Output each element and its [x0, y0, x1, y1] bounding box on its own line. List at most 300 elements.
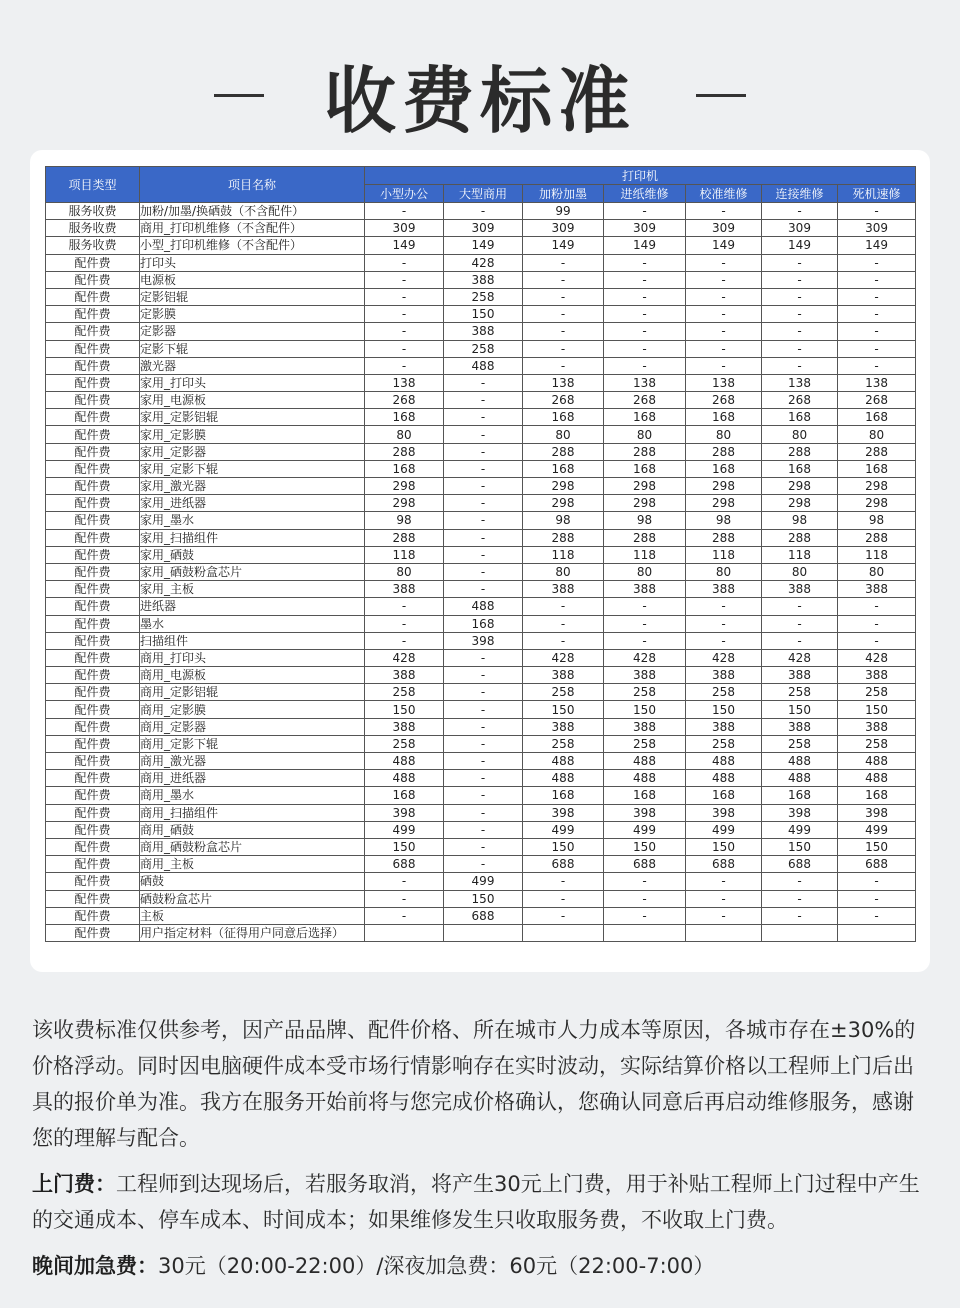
cell-price: -: [444, 374, 523, 391]
cell-price: -: [762, 632, 838, 649]
cell-price: 258: [444, 288, 523, 305]
cell-price: -: [365, 203, 444, 220]
cell-price: 118: [365, 546, 444, 563]
cell-price: -: [604, 357, 686, 374]
cell-price: 268: [523, 392, 604, 409]
cell-price: 398: [604, 804, 686, 821]
cell-name: 商用_硒鼓粉盒芯片: [140, 838, 365, 855]
cell-type: 配件费: [46, 460, 140, 477]
cell-type: 配件费: [46, 838, 140, 855]
cell-price: 398: [444, 632, 523, 649]
table-row: [46, 512, 916, 529]
cell-price: -: [686, 907, 762, 924]
cell-price: 98: [365, 512, 444, 529]
cell-type: 配件费: [46, 340, 140, 357]
urgent-fee-note: [32, 1248, 932, 1284]
cell-price: 488: [365, 753, 444, 770]
cell-price: -: [838, 323, 916, 340]
table-row: [46, 357, 916, 374]
cell-price: -: [686, 306, 762, 323]
cell-type: 配件费: [46, 856, 140, 873]
cell-price: 258: [444, 340, 523, 357]
cell-price: -: [365, 357, 444, 374]
cell-name: 家用_进纸器: [140, 495, 365, 512]
table-row: [46, 529, 916, 546]
cell-type: 服务收费: [46, 203, 140, 220]
table-row: [46, 821, 916, 838]
header-connection: 连接维修: [762, 185, 838, 203]
cell-price: 168: [523, 460, 604, 477]
cell-price: 288: [604, 443, 686, 460]
cell-name: 用户指定材料（征得用户同意后选择）: [140, 924, 365, 941]
cell-price: -: [762, 357, 838, 374]
cell-price: -: [686, 203, 762, 220]
cell-price: 398: [365, 804, 444, 821]
table-row: [46, 495, 916, 512]
table-row: [46, 649, 916, 666]
cell-price: 309: [762, 220, 838, 237]
cell-price: 388: [604, 718, 686, 735]
cell-price: 168: [838, 787, 916, 804]
cell-price: 168: [838, 460, 916, 477]
cell-price: 428: [365, 649, 444, 666]
cell-price: 258: [365, 684, 444, 701]
cell-price: -: [444, 546, 523, 563]
cell-price: 150: [365, 838, 444, 855]
cell-price: 80: [762, 426, 838, 443]
cell-price: 398: [523, 804, 604, 821]
cell-price: -: [444, 701, 523, 718]
cell-price: -: [686, 288, 762, 305]
cell-price: 488: [365, 770, 444, 787]
cell-price: -: [838, 907, 916, 924]
cell-price: [365, 924, 444, 941]
cell-price: -: [444, 804, 523, 821]
cell-price: -: [762, 890, 838, 907]
cell-price: 688: [365, 856, 444, 873]
cell-price: 428: [523, 649, 604, 666]
cell-price: 388: [365, 718, 444, 735]
header-large-commercial: 大型商用: [444, 185, 523, 203]
cell-price: 80: [686, 563, 762, 580]
cell-price: -: [604, 254, 686, 271]
cell-price: 168: [604, 460, 686, 477]
table-row: [46, 203, 916, 220]
table-row: [46, 770, 916, 787]
cell-price: 150: [604, 701, 686, 718]
cell-price: -: [444, 409, 523, 426]
cell-price: -: [444, 443, 523, 460]
table-row: [46, 787, 916, 804]
cell-price: -: [686, 615, 762, 632]
table-row: [46, 753, 916, 770]
cell-price: 499: [686, 821, 762, 838]
cell-price: 298: [838, 495, 916, 512]
table-row: [46, 563, 916, 580]
table-row: [46, 701, 916, 718]
cell-name: 进纸器: [140, 598, 365, 615]
cell-price: 258: [762, 735, 838, 752]
cell-price: -: [686, 890, 762, 907]
cell-price: -: [838, 254, 916, 271]
cell-price: -: [444, 684, 523, 701]
cell-price: [686, 924, 762, 941]
cell-type: 配件费: [46, 924, 140, 941]
cell-price: 168: [604, 787, 686, 804]
cell-price: -: [365, 873, 444, 890]
cell-name: 定影器: [140, 323, 365, 340]
cell-type: 配件费: [46, 495, 140, 512]
cell-price: -: [365, 907, 444, 924]
cell-price: [523, 924, 604, 941]
cell-price: 309: [444, 220, 523, 237]
cell-price: -: [604, 271, 686, 288]
cell-price: 150: [838, 701, 916, 718]
cell-name: 扫描组件: [140, 632, 365, 649]
cell-type: 配件费: [46, 632, 140, 649]
cell-price: 388: [838, 718, 916, 735]
header-small-office: 小型办公: [365, 185, 444, 203]
cell-price: -: [762, 873, 838, 890]
cell-price: 288: [365, 529, 444, 546]
cell-name: 家用_定影铝辊: [140, 409, 365, 426]
cell-price: 488: [762, 770, 838, 787]
cell-price: 150: [762, 838, 838, 855]
cell-price: 258: [838, 735, 916, 752]
cell-price: 428: [444, 254, 523, 271]
cell-price: 98: [523, 512, 604, 529]
cell-price: 258: [686, 684, 762, 701]
cell-price: 388: [762, 667, 838, 684]
cell-price: 499: [444, 873, 523, 890]
cell-name: 商用_进纸器: [140, 770, 365, 787]
cell-type: 服务收费: [46, 220, 140, 237]
cell-name: 小型_打印机维修（不含配件）: [140, 237, 365, 254]
cell-price: 149: [838, 237, 916, 254]
cell-price: 150: [686, 701, 762, 718]
cell-price: 488: [523, 770, 604, 787]
cell-price: -: [444, 495, 523, 512]
table-row: [46, 478, 916, 495]
urgent-fee-label: 晚间加急费：: [32, 1254, 158, 1278]
table-row: [46, 392, 916, 409]
cell-price: 388: [838, 667, 916, 684]
cell-price: 258: [604, 735, 686, 752]
cell-name: 打印头: [140, 254, 365, 271]
cell-price: [838, 924, 916, 941]
cell-price: -: [838, 288, 916, 305]
cell-price: 80: [604, 563, 686, 580]
cell-price: -: [523, 271, 604, 288]
table-row: [46, 220, 916, 237]
cell-price: -: [686, 632, 762, 649]
cell-price: -: [444, 735, 523, 752]
cell-price: 388: [686, 667, 762, 684]
cell-price: 150: [365, 701, 444, 718]
cell-type: 配件费: [46, 718, 140, 735]
cell-price: -: [604, 890, 686, 907]
cell-price: -: [604, 306, 686, 323]
cell-price: -: [686, 340, 762, 357]
cell-price: 168: [604, 409, 686, 426]
cell-price: 150: [444, 306, 523, 323]
table-row: [46, 288, 916, 305]
cell-price: 688: [686, 856, 762, 873]
cell-price: -: [365, 254, 444, 271]
fee-table: [45, 166, 916, 942]
cell-price: -: [365, 890, 444, 907]
fee-table-body: [46, 203, 916, 942]
cell-price: 150: [444, 890, 523, 907]
cell-price: 688: [444, 907, 523, 924]
cell-price: 398: [762, 804, 838, 821]
cell-name: 家用_扫描组件: [140, 529, 365, 546]
cell-price: -: [365, 271, 444, 288]
table-row: [46, 581, 916, 598]
cell-type: 配件费: [46, 804, 140, 821]
cell-name: 家用_主板: [140, 581, 365, 598]
cell-price: 268: [365, 392, 444, 409]
cell-price: 118: [838, 546, 916, 563]
cell-price: 488: [762, 753, 838, 770]
disclaimer-text: 该收费标准仅供参考，因产品品牌、配件价格、所在城市人力成本等原因，各城市存在±30%的价格浮动。同时因电脑硬件成本受市场行情影响存在实时波动，实际结算价格以工程师上门后出具的报价单为准。我方在服务开始前将与您完成价格确认，您确认同意后再启动维修服务，感谢您的理解与配合。: [32, 1018, 916, 1150]
cell-type: 配件费: [46, 735, 140, 752]
cell-name: 家用_硒鼓: [140, 546, 365, 563]
cell-price: 288: [762, 443, 838, 460]
cell-price: 488: [838, 753, 916, 770]
table-row: [46, 598, 916, 615]
cell-price: 488: [604, 753, 686, 770]
cell-price: -: [838, 632, 916, 649]
cell-name: 商用_定影膜: [140, 701, 365, 718]
cell-price: 80: [365, 426, 444, 443]
visit-fee-note: [32, 1166, 932, 1238]
cell-price: -: [604, 907, 686, 924]
cell-price: 150: [523, 838, 604, 855]
cell-price: -: [838, 598, 916, 615]
cell-price: -: [604, 288, 686, 305]
cell-price: 428: [838, 649, 916, 666]
cell-price: -: [523, 340, 604, 357]
cell-price: -: [604, 873, 686, 890]
cell-price: -: [686, 323, 762, 340]
cell-type: 配件费: [46, 667, 140, 684]
table-row: [46, 443, 916, 460]
title-dash-right: [696, 94, 746, 97]
cell-type: 配件费: [46, 254, 140, 271]
cell-price: -: [523, 357, 604, 374]
cell-type: 配件费: [46, 890, 140, 907]
cell-price: 298: [838, 478, 916, 495]
cell-price: 258: [838, 684, 916, 701]
cell-price: 149: [365, 237, 444, 254]
cell-price: -: [838, 615, 916, 632]
cell-price: -: [762, 288, 838, 305]
cell-price: -: [444, 460, 523, 477]
table-row: [46, 684, 916, 701]
cell-price: -: [762, 306, 838, 323]
cell-price: 138: [365, 374, 444, 391]
cell-type: 配件费: [46, 615, 140, 632]
cell-price: -: [365, 306, 444, 323]
table-row: [46, 271, 916, 288]
cell-price: 388: [523, 718, 604, 735]
cell-price: 168: [523, 787, 604, 804]
cell-price: 288: [686, 443, 762, 460]
cell-price: 388: [686, 581, 762, 598]
cell-name: 加粉/加墨/换硒鼓（不含配件）: [140, 203, 365, 220]
cell-price: -: [444, 512, 523, 529]
table-row: [46, 340, 916, 357]
cell-price: 149: [762, 237, 838, 254]
cell-type: 配件费: [46, 546, 140, 563]
cell-type: 配件费: [46, 374, 140, 391]
cell-price: 488: [444, 357, 523, 374]
cell-type: 配件费: [46, 426, 140, 443]
notes-section: [32, 1012, 932, 1294]
cell-price: -: [604, 340, 686, 357]
cell-price: 149: [686, 237, 762, 254]
cell-price: 488: [444, 598, 523, 615]
cell-price: -: [762, 271, 838, 288]
cell-type: 配件费: [46, 581, 140, 598]
cell-price: [444, 924, 523, 941]
cell-price: 488: [523, 753, 604, 770]
cell-price: -: [523, 288, 604, 305]
cell-price: 80: [365, 563, 444, 580]
header-feed-repair: 进纸维修: [604, 185, 686, 203]
cell-price: -: [444, 838, 523, 855]
cell-price: 428: [686, 649, 762, 666]
cell-price: 80: [523, 426, 604, 443]
cell-name: 主板: [140, 907, 365, 924]
cell-price: -: [523, 907, 604, 924]
cell-price: -: [838, 271, 916, 288]
table-row: [46, 890, 916, 907]
cell-price: 168: [686, 409, 762, 426]
cell-type: 配件费: [46, 563, 140, 580]
table-row: [46, 546, 916, 563]
cell-price: -: [838, 203, 916, 220]
table-row: [46, 907, 916, 924]
cell-price: -: [762, 323, 838, 340]
cell-type: 配件费: [46, 684, 140, 701]
cell-price: 298: [365, 495, 444, 512]
cell-price: 688: [523, 856, 604, 873]
header-toner-ink: 加粉加墨: [523, 185, 604, 203]
cell-name: 商用_定影铝辊: [140, 684, 365, 701]
cell-price: 138: [604, 374, 686, 391]
cell-name: 家用_墨水: [140, 512, 365, 529]
cell-name: 定影铝辊: [140, 288, 365, 305]
cell-name: 家用_电源板: [140, 392, 365, 409]
cell-price: 388: [686, 718, 762, 735]
cell-type: 配件费: [46, 821, 140, 838]
cell-price: -: [838, 890, 916, 907]
cell-price: 138: [838, 374, 916, 391]
cell-price: 98: [686, 512, 762, 529]
table-row: [46, 718, 916, 735]
cell-price: 168: [686, 460, 762, 477]
cell-name: 商用_扫描组件: [140, 804, 365, 821]
cell-price: 98: [838, 512, 916, 529]
cell-price: 258: [523, 684, 604, 701]
cell-price: 258: [604, 684, 686, 701]
cell-price: 168: [838, 409, 916, 426]
cell-price: 168: [444, 615, 523, 632]
cell-price: 288: [762, 529, 838, 546]
cell-price: 168: [762, 460, 838, 477]
cell-price: 268: [686, 392, 762, 409]
table-row: [46, 460, 916, 477]
table-row: [46, 873, 916, 890]
fee-table-card: [30, 150, 930, 972]
cell-price: -: [762, 203, 838, 220]
table-row: [46, 924, 916, 941]
cell-name: 商用_电源板: [140, 667, 365, 684]
cell-price: 688: [762, 856, 838, 873]
cell-name: 商用_激光器: [140, 753, 365, 770]
cell-price: 388: [523, 667, 604, 684]
cell-price: -: [762, 615, 838, 632]
table-row: [46, 838, 916, 855]
cell-price: 118: [523, 546, 604, 563]
cell-type: 配件费: [46, 512, 140, 529]
cell-type: 配件费: [46, 907, 140, 924]
cell-price: 288: [604, 529, 686, 546]
cell-name: 家用_激光器: [140, 478, 365, 495]
cell-name: 家用_硒鼓粉盒芯片: [140, 563, 365, 580]
table-row: [46, 804, 916, 821]
cell-price: 80: [838, 563, 916, 580]
cell-price: 168: [523, 409, 604, 426]
cell-price: -: [604, 203, 686, 220]
cell-price: 388: [365, 581, 444, 598]
cell-name: 商用_硒鼓: [140, 821, 365, 838]
cell-price: -: [365, 340, 444, 357]
header-calibration: 校准维修: [686, 185, 762, 203]
cell-price: 398: [838, 804, 916, 821]
title-dash-left: [214, 94, 264, 97]
cell-price: 168: [365, 787, 444, 804]
cell-price: 288: [365, 443, 444, 460]
cell-type: 配件费: [46, 649, 140, 666]
cell-price: 150: [838, 838, 916, 855]
cell-price: 309: [686, 220, 762, 237]
cell-price: 149: [444, 237, 523, 254]
cell-price: 298: [365, 478, 444, 495]
cell-price: -: [762, 907, 838, 924]
table-row: [46, 254, 916, 271]
cell-price: 268: [762, 392, 838, 409]
title-row: [0, 40, 960, 150]
visit-fee-label: 上门费：: [32, 1172, 116, 1196]
cell-name: 商用_定影器: [140, 718, 365, 735]
cell-price: -: [444, 770, 523, 787]
cell-price: 118: [604, 546, 686, 563]
cell-price: 80: [762, 563, 838, 580]
cell-price: 688: [604, 856, 686, 873]
cell-price: 80: [604, 426, 686, 443]
header-name: 项目名称: [140, 167, 365, 203]
cell-price: 488: [604, 770, 686, 787]
cell-price: 499: [604, 821, 686, 838]
cell-price: -: [365, 598, 444, 615]
cell-price: 388: [365, 667, 444, 684]
cell-price: 428: [762, 649, 838, 666]
cell-price: -: [686, 254, 762, 271]
table-row: [46, 667, 916, 684]
